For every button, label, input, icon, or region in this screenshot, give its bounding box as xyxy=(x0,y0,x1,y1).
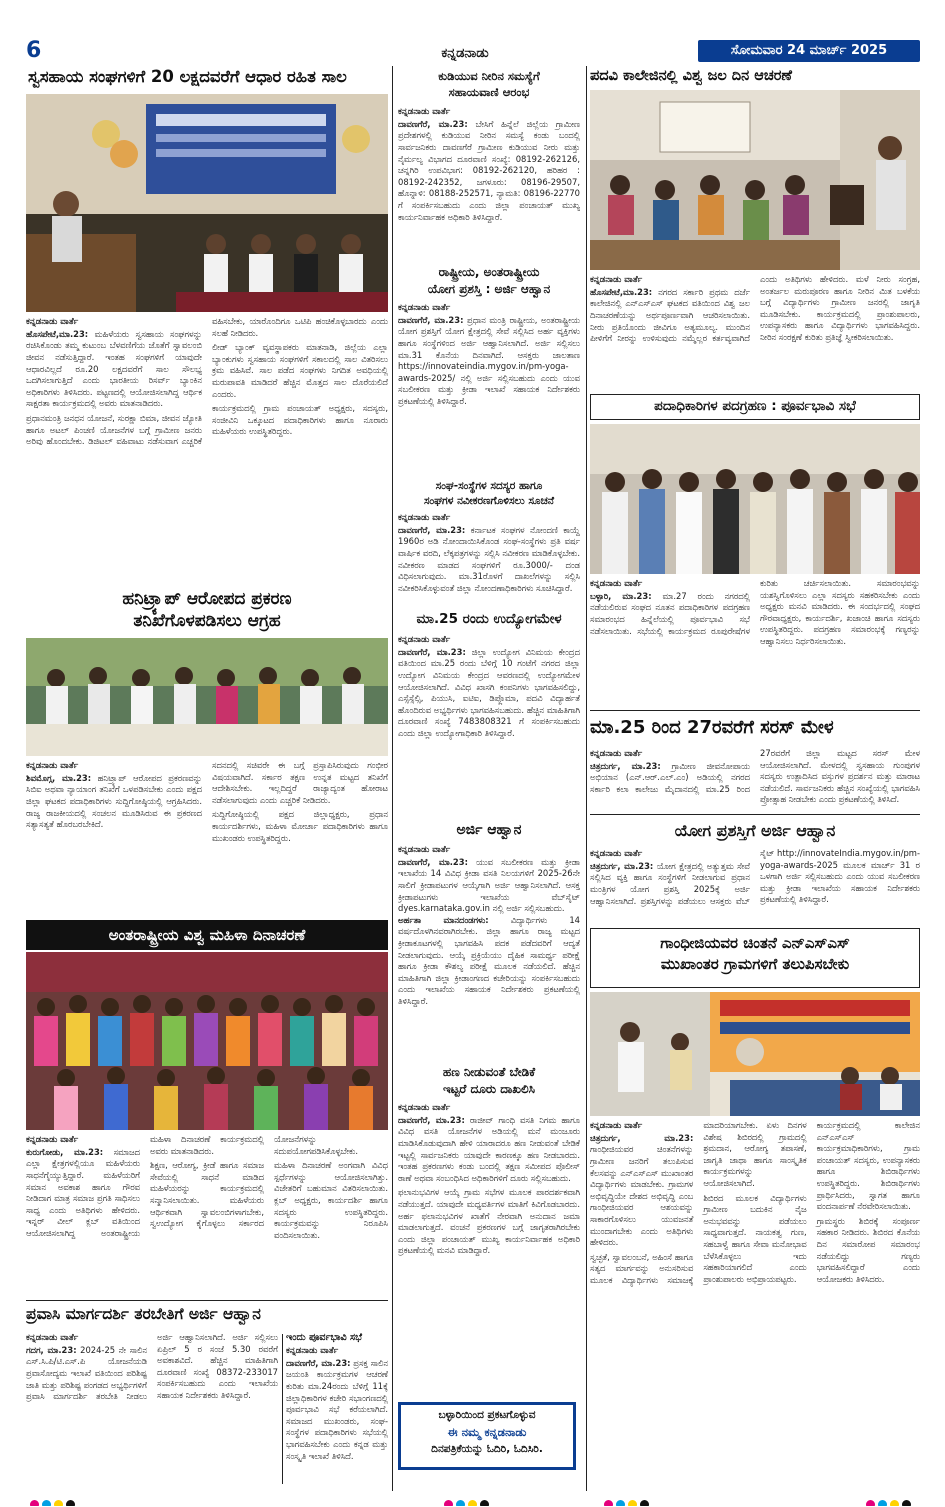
promo-box xyxy=(398,1402,576,1470)
press-meet-photo xyxy=(26,638,388,756)
paragraph: ಸ್ವಚ್ಛತೆ, ಸ್ವಾವಲಂಬನೆ, ಅಹಿಂಸೆ ಹಾಗೂ ಸತ್ಯದ ಮಾರ್ಗವನ್ನು ಅನುಸರಿಸುವ ಮೂಲಕ ವಿದ್ಯಾರ್ಥಿಗಳು ಸಮಾಜಕ್ಕೆ ಮಾದರಿಯಾಗಬೇಕು. ಏಳು ದಿನಗಳ ವಿಶೇಷ ಶಿಬಿರದಲ್ಲಿ ಗ್ರಾಮದಲ್ಲಿ ಶ್ರಮದಾನ, ಆರೋಗ್ಯ ತಪಾಸಣೆ, ಜಾಗೃತಿ ಜಾಥಾ ಹಾಗೂ ಸಾಂಸ್ಕೃತಿಕ ಕಾರ್ಯಕ್ರಮಗಳನ್ನು ಆಯೋಜಿಸಲಾಗಿದೆ. xyxy=(590,1120,807,1285)
paragraph: ಸಮಾಜದ ಎಲ್ಲಾ ಕ್ಷೇತ್ರಗಳಲ್ಲಿಯೂ ಮಹಿಳೆಯರು ಸಾಧನೆಗೈಯ್ಯುತ್ತಿದ್ದಾರೆ. ಮಹಿಳೆಯರಿಗೆ ಸಮಾನ ಅವಕಾಶ ಹಾಗೂ ಗೌರವ ನೀಡಿದಾಗ ಮಾತ್ರ ಸಮಾಜ ಪ್ರಗತಿ ಸಾಧಿಸಲು ಸಾಧ್ಯ ಎಂದು ಅತಿಥಿಗಳು ಹೇಳಿದರು. ಇನ್ನರ್ ವೀಲ್ ಕ್ಲಬ್ ವತಿಯಿಂದ ಆಯೋಜಿಸಲಾಗಿದ್ದ ಅಂತರಾಷ್ಟ್ರೀಯ ಮಹಿಳಾ ದಿನಾಚರಣೆ ಕಾರ್ಯಕ್ರಮದಲ್ಲಿ ಅವರು ಮಾತನಾಡಿದರು. xyxy=(26,1134,264,1239)
article-body xyxy=(590,1120,920,1486)
article-body xyxy=(590,748,920,810)
promo-line-2: ಈ ನಮ್ಮ ಕನ್ನಡನಾಡು xyxy=(447,1425,527,1439)
womens-day-photo xyxy=(26,952,388,1130)
headline: ಅರ್ಜಿ ಆಹ್ವಾನ xyxy=(456,822,522,838)
article-sports-hostel-application xyxy=(396,822,582,1062)
dateline: ದಾವಣಗೆರೆ, ಮಾ.23: xyxy=(398,1114,465,1125)
column-rule xyxy=(586,66,587,1491)
article-body xyxy=(398,634,580,816)
article-yoga-award-national xyxy=(396,266,582,476)
page-number: 6 xyxy=(26,38,42,62)
paragraph: ಮಹಿಳೆಯರು ಸ್ವಸಹಾಯ ಸಂಘಗಳನ್ನು ರಚಿಸಿಕೊಂಡು ತಮ್ಮ ಕುಟುಂಬ ಬೆಳವಣಿಗೆಯ ಜೊತೆಗೆ ಸ್ವಾವಲಂಬಿ ಜೀವನ ನಡೆಸುತ್ತಿದ್ದಾರೆ. ಇಂತಹ ಸಂಘಗಳಿಗೆ ಯಾವುದೇ ಆಧಾರವಿಲ್ಲದೆ ರೂ.20 ಲಕ್ಷದವರೆಗೆ ಸಾಲ ಸೌಲಭ್ಯ ಒದಗಿಸಲಾಗುತ್ತಿದೆ ಎಂದು ಭಾರತೀಯ ರಿಸರ್ವ್ ಬ್ಯಾಂಕಿನ ಅಧಿಕಾರಿಗಳು ತಿಳಿಸಿದರು. ಪಟ್ಟಣದಲ್ಲಿ ಆಯೋಜಿಸಲಾಗಿದ್ದ ಆರ್ಥಿಕ ಸಾಕ್ಷರತಾ ಕಾರ್ಯಕ್ರಮದಲ್ಲಿ ಅವರು ಮಾತನಾಡಿದರು. xyxy=(26,328,202,409)
yellow-dot xyxy=(54,1500,63,1506)
paragraph: ಯೋಗ ಕ್ಷೇತ್ರದಲ್ಲಿ ಅತ್ಯುತ್ತಮ ಸೇವೆ ಸಲ್ಲಿಸಿದ ವ್ಯಕ್ತಿ ಹಾಗೂ ಸಂಸ್ಥೆಗಳಿಗೆ ನೀಡಲಾಗುವ ಪ್ರಧಾನ ಮಂತ್ರಿಗಳ ಯೋಗ ಪ್ರಶಸ್ತಿ 2025ಕ್ಕೆ ಅರ್ಜಿ ಆಹ್ವಾನಿಸಲಾಗಿದೆ. ಪ್ರಶಸ್ತಿಗಳನ್ನು ಪಡೆಯಲು ಆಸಕ್ತರು ವೆಬ್ ಸೈಟ್ http://innovateIndia.mygov.in/pm-yoga-awards-2025 ಮೂಲಕ ಮಾರ್ಚ್ 31 ರ ಒಳಗಾಗಿ ಅರ್ಜಿ ಸಲ್ಲಿಸಬಹುದು ಎಂದು ಯುವ ಸಬಲೀಕರಣ ಮತ್ತು ಕ್ರೀಡಾ ಇಲಾಖೆಯ ಸಹಾಯಕ ನಿರ್ದೇಶಕರು ಪ್ರಕಟಣೆಯಲ್ಲಿ ತಿಳಿಸಿದ್ದಾರೆ. xyxy=(590,848,920,906)
byline: ಕನ್ನಡನಾಡು ವಾರ್ತೆ xyxy=(590,849,643,859)
paragraph: ಕಾರ್ಯಕ್ರಮದಲ್ಲಿ ಗ್ರಾಮ ಪಂಚಾಯತ್ ಅಧ್ಯಕ್ಷರು, ಸದಸ್ಯರು, ಸಂಜೀವಿನಿ ಒಕ್ಕೂಟದ ಪದಾಧಿಕಾರಿಗಳು ಹಾಗೂ ನೂರಾರು ಮಹಿಳೆಯರು ಉಪಸ್ಥಿತರಿದ್ದರು. xyxy=(212,403,388,437)
press-conference-image xyxy=(26,638,388,756)
article-body xyxy=(26,1332,278,1488)
paragraph: ನಗರದ ಸರ್ಕಾರಿ ಪ್ರಥಮ ದರ್ಜೆ ಕಾಲೇಜಿನಲ್ಲಿ ಎನ್‌ಎಸ್‌ಎಸ್ ಘಟಕದ ವತಿಯಿಂದ ವಿಶ್ವ ಜಲ ದಿನಾಚರಣೆಯನ್ನು ಅರ್ಥಪೂರ್ಣವಾಗಿ ಆಚರಿಸಲಾಯಿತು. ನೀರು ಪ್ರತಿಯೊಂದು ಜೀವಿಗೂ ಅತ್ಯಮೂಲ್ಯ. ಮುಂದಿನ ಪೀಳಿಗೆಗೆ ನೀರನ್ನು ಉಳಿಸುವುದು ನಮ್ಮೆಲ್ಲರ ಕರ್ತವ್ಯವಾಗಿದೆ ಎಂದು ಅತಿಥಿಗಳು ಹೇಳಿದರು. xyxy=(590,274,849,344)
byline: ಕನ್ನಡನಾಡು ವಾರ್ತೆ xyxy=(590,749,643,759)
black-dot xyxy=(480,1500,489,1506)
dateline: ದಾವಣಗೆರೆ, ಮಾ.23: xyxy=(398,314,464,325)
women-group-image xyxy=(26,952,388,1130)
event-photo xyxy=(26,94,388,312)
headline: ಸ್ವಸಹಾಯ ಸಂಘಗಳಿಗೆ 20 ಲಕ್ಷದವರೆಗೆ ಆಧಾರ ರಹಿತ ಸಾಲ xyxy=(28,67,347,86)
paragraph: ಹನಿಟ್ರ್ಯಾಪ್ ಆರೋಪದ ಪ್ರಕರಣವನ್ನು ಸಿಬಿಐ ಅಥವಾ ನ್ಯಾಯಾಂಗ ತನಿಖೆಗೆ ಒಳಪಡಿಸಬೇಕು ಎಂದು ಪಕ್ಷದ ಜಿಲ್ಲಾ ಘಟಕದ ಪದಾಧಿಕಾರಿಗಳು ಸುದ್ದಿಗೋಷ್ಠಿಯಲ್ಲಿ ಆಗ್ರಹಿಸಿದರು. ರಾಜ್ಯ ರಾಜಕೀಯದಲ್ಲಿ ಸಂಚಲನ ಮೂಡಿಸಿರುವ ಈ ಪ್ರಕರಣದ ಸತ್ಯಾಸತ್ಯತೆ ಹೊರಬರಬೇಕಿದೆ. xyxy=(26,772,202,830)
column-rule xyxy=(282,1334,283,1484)
paragraph: ಗ್ರಾಮಸ್ಥರು ಶಿಬಿರಕ್ಕೆ ಸಂಪೂರ್ಣ ಸಹಕಾರ ನೀಡಿದರು. ಶಿಬಿರದ ಕೊನೆಯ ದಿನ ಸಮಾರೋಪ ಸಮಾರಂಭ ನಡೆಯಲಿದ್ದು ಗಣ್ಯರು ಭಾಗವಹಿಸಲಿದ್ದಾರೆ ಎಂದು ಆಯೋಜಕರು ತಿಳಿಸಿದರು. xyxy=(816,1215,920,1284)
magenta-dot xyxy=(866,1500,875,1506)
article-honeytrap-probe xyxy=(26,586,388,918)
byline: ಕನ್ನಡನಾಡು ವಾರ್ತೆ xyxy=(26,1333,79,1343)
footer-registration-center xyxy=(444,1494,504,1506)
headline: ಪದವಿ ಕಾಲೇಜಿನಲ್ಲಿ ವಿಶ್ವ ಜಲ ದಿನ ಆಚರಣೆ xyxy=(590,68,792,84)
headline: ಇಂದು ಪೂರ್ವಭಾವಿ ಸಭೆ xyxy=(286,1332,363,1343)
paragraph: ಶಿಬಿರದ ಮೂಲಕ ವಿದ್ಯಾರ್ಥಿಗಳು ಗ್ರಾಮೀಣ ಬದುಕಿನ ನೈಜ ಅನುಭವವನ್ನು ಪಡೆಯಲು ಸಾಧ್ಯವಾಗುತ್ತದೆ. ನಾಯಕತ್ವ ಗುಣ, ಸಹಬಾಳ್ವೆ ಹಾಗೂ ಸೇವಾ ಮನೋಭಾವ ಬೆಳೆಸಿಕೊಳ್ಳಲು ಇದು ಸಹಕಾರಿಯಾಗಲಿದೆ ಎಂದು ಪ್ರಾಂಶುಪಾಲರು ಅಭಿಪ್ರಾಯಪಟ್ಟರು. xyxy=(703,1192,807,1284)
black-dot xyxy=(640,1500,649,1506)
footer-registration-right xyxy=(866,1494,926,1506)
article-body xyxy=(398,844,580,1060)
headline-line-1: ಕುಡಿಯುವ ನೀರಿನ ಸಮಸ್ಯೆಗೆ xyxy=(438,69,540,83)
paragraph: ಲೀಡ್ ಬ್ಯಾಂಕ್ ವ್ಯವಸ್ಥಾಪಕರು ಮಾತನಾಡಿ, ಜಿಲ್ಲೆಯ ಎಲ್ಲಾ ಬ್ಯಾಂಕುಗಳು ಸ್ವಸಹಾಯ ಸಂಘಗಳಿಗೆ ಸಕಾಲದಲ್ಲಿ ಸಾಲ ವಿತರಿಸಲು ಕ್ರಮ ವಹಿಸಿವೆ. ಸಾಲ ಪಡೆದ ಸಂಘಗಳು ನಿಗದಿತ ಅವಧಿಯಲ್ಲಿ ಮರುಪಾವತಿ ಮಾಡಿದರೆ ಹೆಚ್ಚಿನ ಮೊತ್ತದ ಸಾಲ ದೊರೆಯಲಿದೆ ಎಂದರು. xyxy=(212,342,388,399)
article-self-help-loan xyxy=(26,64,388,584)
headline-box xyxy=(590,928,920,988)
yellow-dot xyxy=(628,1500,637,1506)
paragraph: ಗಾಂಧೀಜಿಯವರ ಚಿಂತನೆಗಳನ್ನು ಗ್ರಾಮೀಣ ಜನರಿಗೆ ತಲುಪಿಸುವ ಕೆಲಸವನ್ನು ಎನ್‌ಎಸ್‌ಎಸ್ ಮುಖಾಂತರ ವಿದ್ಯಾರ್ಥಿಗಳು ಮಾಡಬೇಕು. ಗ್ರಾಮಗಳ ಅಭಿವೃದ್ಧಿಯೇ ದೇಶದ ಅಭಿವೃದ್ಧಿ ಎಂಬ ಗಾಂಧೀಜಿಯವರ ಆಶಯವನ್ನು ಸಾಕಾರಗೊಳಿಸಲು ಯುವಜನತೆ ಮುಂದಾಗಬೇಕು ಎಂದು ಅತಿಥಿಗಳು ಹೇಳಿದರು. xyxy=(590,1144,694,1248)
article-office-bearers-meeting xyxy=(590,394,920,708)
dateline: ಶಿವಮೊಗ್ಗ, ಮಾ.23: xyxy=(26,772,92,783)
dateline: ದಾವಣಗೆರೆ, ಮಾ.23: xyxy=(398,856,468,867)
paragraph: ಕರ್ನಾಟಕ ಸಂಘಗಳ ನೋಂದಣಿ ಕಾಯ್ದೆ 1960ರ ಅಡಿ ನೋಂದಾಯಿಸಿಕೊಂಡ ಸಂಘ-ಸಂಸ್ಥೆಗಳು ಪ್ರತಿ ವರ್ಷ ವಾರ್ಷಿಕ ವರದಿ, ಲೆಕ್ಕಪತ್ರಗಳನ್ನು ಸಲ್ಲಿಸಿ ನವೀಕರಣ ಮಾಡಿಕೊಳ್ಳಬೇಕು. ನವೀಕರಣ ಮಾಡದ ಸಂಘಗಳಿಗೆ ರೂ.3000/- ದಂಡ ವಿಧಿಸಲಾಗುವುದು. ಮಾ.31ರೊಳಗೆ ದಾಖಲೆಗಳನ್ನು ಸಲ್ಲಿಸಿ ನವೀಕರಿಸಿಕೊಳ್ಳುವಂತೆ ಜಿಲ್ಲಾ ನೋಂದಣಾಧಿಕಾರಿಗಳು ಸೂಚಿಸಿದ್ದಾರೆ. xyxy=(398,524,580,593)
headline-line-2: ಸಹಾಯವಾಣಿ ಆರಂಭ xyxy=(448,85,530,99)
paragraph: ಮಳೆ ನೀರು ಸಂಗ್ರಹ, ಅಂತರ್ಜಲ ಮರುಪೂರಣ ಹಾಗೂ ನೀರಿನ ಮಿತ ಬಳಕೆಯ ಬಗ್ಗೆ ವಿದ್ಯಾರ್ಥಿಗಳು ಗ್ರಾಮೀಣ ಜನರಲ್ಲಿ ಜಾಗೃತಿ ಮೂಡಿಸಬೇಕು. ಕಾರ್ಯಕ್ರಮದಲ್ಲಿ ಪ್ರಾಂಶುಪಾಲರು, ಉಪನ್ಯಾಸಕರು ಹಾಗೂ ವಿದ್ಯಾರ್ಥಿಗಳು ಭಾಗವಹಿಸಿದ್ದರು. ನೀರಿನ ಸಂರಕ್ಷಣೆ ಕುರಿತು ಪ್ರತಿಜ್ಞೆ ಸ್ವೀಕರಿಸಲಾಯಿತು. xyxy=(760,274,920,342)
headline: ಪ್ರವಾಸಿ ಮಾರ್ಗದರ್ಶಿ ತರಬೇತಿಗೆ ಅರ್ಜಿ ಆಹ್ವಾನ xyxy=(26,1305,261,1323)
yellow-dot xyxy=(890,1500,899,1506)
article-saras-mela xyxy=(590,712,920,812)
cyan-dot xyxy=(456,1500,465,1506)
article-body xyxy=(590,274,920,386)
headline-banner xyxy=(26,920,388,950)
byline: ಕನ್ನಡನಾಡು ವಾರ್ತೆ xyxy=(26,761,79,771)
paragraph: ರಾಜೀವ್ ಗಾಂಧಿ ವಸತಿ ನಿಗಮ ಹಾಗೂ ವಿವಿಧ ವಸತಿ ಯೋಜನೆಗಳ ಅಡಿಯಲ್ಲಿ ಮನೆ ಮಂಜೂರು ಮಾಡಿಸಿಕೊಡುವುದಾಗಿ ಹೇಳಿ ಯಾರಾದರೂ ಹಣ ನೀಡುವಂತೆ ಬೇಡಿಕೆ ಇಟ್ಟಲ್ಲಿ ಸಾರ್ವಜನಿಕರು ಯಾವುದೇ ಕಾರಣಕ್ಕೂ ಹಣ ನೀಡಬಾರದು. ಇಂತಹ ಪ್ರಕರಣಗಳು ಕಂಡು ಬಂದಲ್ಲಿ ತಕ್ಷಣ ಸಮೀಪದ ಪೊಲೀಸ್ ಠಾಣೆ ಅಥವಾ ಸಂಬಂಧಿಸಿದ ಅಧಿಕಾರಿಗಳಿಗೆ ದೂರು ಸಲ್ಲಿಸಬಹುದು. xyxy=(398,1114,580,1183)
promo-line-1: ಬಳ್ಳಾರಿಯಿಂದ ಪ್ರಕಟಗೊಳ್ಳುವ xyxy=(438,1409,536,1421)
byline: ಕನ್ನಡನಾಡು ವಾರ್ತೆ xyxy=(590,275,643,285)
yellow-dot xyxy=(468,1500,477,1506)
dateline: ಗದಗ, ಮಾ.23: xyxy=(26,1344,77,1355)
article-body xyxy=(398,106,580,262)
article-body xyxy=(398,512,580,608)
dateline: ಚಿತ್ರದುರ್ಗ, ಮಾ.23: xyxy=(590,760,661,771)
article-womens-day xyxy=(26,920,388,1296)
paper-name: ಕನ್ನಡನಾಡು xyxy=(441,46,489,61)
article-water-helpline xyxy=(396,64,582,264)
section-rule xyxy=(590,710,920,711)
byline: ಕನ್ನಡನಾಡು ವಾರ್ತೆ xyxy=(590,1121,643,1131)
section-rule xyxy=(26,1300,388,1301)
byline: ಕನ್ನಡನಾಡು ವಾರ್ತೆ xyxy=(398,635,451,645)
paragraph: ಈ ಸಂದರ್ಭದಲ್ಲಿ ಸಂಘದ ಗೌರವಾಧ್ಯಕ್ಷರು, ಕಾರ್ಯದರ್ಶಿ, ಖಜಾಂಚಿ ಹಾಗೂ ಸದಸ್ಯರು ಉಪಸ್ಥಿತರಿದ್ದರು. ಪದಗ್ರಹಣ ಸಮಾರಂಭಕ್ಕೆ ಗಣ್ಯರನ್ನು ಆಹ್ವಾನಿಸಲು ನಿರ್ಧರಿಸಲಾಯಿತು. xyxy=(760,601,920,646)
paragraph: ಯುವ ಸಬಲೀಕರಣ ಮತ್ತು ಕ್ರೀಡಾ ಇಲಾಖೆಯ 14 ವಿವಿಧ ಕ್ರೀಡಾ ವಸತಿ ನಿಲಯಗಳಿಗೆ 2025-26ನೇ ಸಾಲಿಗೆ ಕ್ರೀಡಾಪಟುಗಳ ಆಯ್ಕೆಗಾಗಿ ಅರ್ಜಿ ಆಹ್ವಾನಿಸಲಾಗಿದೆ. ಆಸಕ್ತ ಕ್ರೀಡಾಪಟುಗಳು ಇಲಾಖೆಯ ವೆಬ್‌ಸೈಟ್ dyes.karnataka.gov.in ನಲ್ಲಿ ಅರ್ಜಿ ಸಲ್ಲಿಸಬಹುದು. xyxy=(398,856,580,914)
stage-event-image xyxy=(26,94,388,312)
black-dot xyxy=(902,1500,911,1506)
paragraph: ಗ್ರಾಮೀಣ ಜೀವನೋಪಾಯ ಅಭಿಯಾನ (ಎನ್.ಆರ್.ಎಲ್.ಎಂ) ಅಡಿಯಲ್ಲಿ ನಗರದ ಸರ್ಕಾರಿ ಕಲಾ ಕಾಲೇಜು ಮೈದಾನದಲ್ಲಿ ಮಾ.25 ರಿಂದ 27ರವರೆಗೆ ಜಿಲ್ಲಾ ಮಟ್ಟದ ಸರಸ್ ಮೇಳ ಆಯೋಜಿಸಲಾಗಿದೆ. ಮೇಳದಲ್ಲಿ ಸ್ವಸಹಾಯ ಗುಂಪುಗಳ ಸದಸ್ಯರು ಉತ್ಪಾದಿಸಿದ ವಸ್ತುಗಳ ಪ್ರದರ್ಶನ ಮತ್ತು ಮಾರಾಟ ನಡೆಯಲಿದೆ. ಸಾರ್ವಜನಿಕರು ಹೆಚ್ಚಿನ ಸಂಖ್ಯೆಯಲ್ಲಿ ಭಾಗವಹಿಸಿ ಪ್ರೋತ್ಸಾಹ ನೀಡಬೇಕು ಎಂದು ಪ್ರಕಟಣೆಯಲ್ಲಿ ತಿಳಿಸಿದೆ. xyxy=(590,748,920,805)
byline: ಕನ್ನಡನಾಡು ವಾರ್ತೆ xyxy=(26,317,79,327)
headline: ಯೋಗ ಪ್ರಶಸ್ತಿಗೆ ಅರ್ಜಿ ಆಹ್ವಾನ xyxy=(674,821,836,840)
headline: ಮಾ.25 ರಿಂದ 27ರವರೆಗೆ ಸರಸ್ ಮೇಳ xyxy=(590,717,834,738)
article-job-fair xyxy=(396,612,582,818)
paragraph: ಪ್ರಧಾನಮಂತ್ರಿ ಜನಧನ ಯೋಜನೆ, ಸುರಕ್ಷಾ ಬಿಮಾ, ಜೀವನ ಜ್ಯೋತಿ ಹಾಗೂ ಅಟಲ್ ಪಿಂಚಣಿ ಯೋಜನೆಗಳ ಬಗ್ಗೆ ಗ್ರಾಮೀಣ ಜನರು ಅರಿವು ಹೊಂದಬೇಕು. ಡಿಜಿಟಲ್ ವಹಿವಾಟು ನಡೆಸುವಾಗ ಎಚ್ಚರಿಕೆ ವಹಿಸಬೇಕು, ಯಾರೊಂದಿಗೂ ಒಟಿಪಿ ಹಂಚಿಕೊಳ್ಳಬಾರದು ಎಂದು ಸಲಹೆ ನೀಡಿದರು. xyxy=(26,316,388,447)
byline: ಕನ್ನಡನಾಡು ವಾರ್ತೆ xyxy=(398,1103,451,1113)
footer-registration-mid-right xyxy=(604,1494,664,1506)
headline-line-1: ಗಾಂಧೀಜಿಯವರ ಚಿಂತನೆ ಎನ್‌ಎಸ್‌ಎಸ್ xyxy=(660,934,850,952)
article-body xyxy=(26,1134,388,1294)
black-dot xyxy=(66,1500,75,1506)
magenta-dot xyxy=(444,1500,453,1506)
footer-registration-left xyxy=(30,1494,90,1506)
dateline: ದಾವಣಗೆರೆ, ಮಾ.23: xyxy=(398,524,466,535)
paragraph: ಪ್ರಧಾನ ಮಂತ್ರಿ ರಾಷ್ಟ್ರೀಯ, ಅಂತರಾಷ್ಟ್ರೀಯ ಯೋಗ ಪ್ರಶಸ್ತಿಗೆ ಯೋಗ ಕ್ಷೇತ್ರದಲ್ಲಿ ಸೇವೆ ಸಲ್ಲಿಸಿದ ಅರ್ಹ ವ್ಯಕ್ತಿಗಳು ಹಾಗೂ ಸಂಸ್ಥೆಗಳಿಂದ ಅರ್ಜಿ ಆಹ್ವಾನಿಸಲಾಗಿದೆ. ಅರ್ಜಿ ಸಲ್ಲಿಸಲು ಮಾ.31 ಕೊನೆಯ ದಿನವಾಗಿದೆ. ಆಸಕ್ತರು ಜಾಲತಾಣ https://innovateindia.mygov.in/pm-yoga-awards-2025/ ನಲ್ಲಿ ಅರ್ಜಿ ಸಲ್ಲಿಸಬಹುದು ಎಂದು ಯುವ ಸಬಲೀಕರಣ ಮತ್ತು ಕ್ರೀಡಾ ಇಲಾಖೆ ಸಹಾಯಕ ನಿರ್ದೇಶಕರು ಪ್ರಕಟಣೆಯಲ್ಲಿ ತಿಳಿಸಿದ್ದಾರೆ. xyxy=(398,314,580,407)
article-tourist-guide-training xyxy=(26,1302,388,1490)
article-body xyxy=(286,1345,388,1462)
paragraph: ಶಿಕ್ಷಣ, ಆರೋಗ್ಯ, ಕ್ರೀಡೆ ಹಾಗೂ ಸಮಾಜ ಸೇವೆಯಲ್ಲಿ ಸಾಧನೆ ಮಾಡಿದ ಮಹಿಳೆಯರನ್ನು ಕಾರ್ಯಕ್ರಮದಲ್ಲಿ ಸನ್ಮಾನಿಸಲಾಯಿತು. ಮಹಿಳೆಯರು ಆರ್ಥಿಕವಾಗಿ ಸ್ವಾವಲಂಬಿಗಳಾಗಬೇಕು, ಸ್ವಉದ್ಯೋಗ ಕೈಗೊಳ್ಳಲು ಸರ್ಕಾರದ ಯೋಜನೆಗಳನ್ನು ಸದುಪಯೋಗಪಡಿಸಿಕೊಳ್ಳಬೇಕು. xyxy=(150,1134,359,1229)
headline-line-2: ತನಿಖೆಗೊಳಪಡಿಸಲು ಆಗ್ರಹ xyxy=(133,611,281,631)
byline: ಕನ್ನಡನಾಡು ವಾರ್ತೆ xyxy=(286,1346,339,1357)
byline: ಕನ್ನಡನಾಡು ವಾರ್ತೆ xyxy=(26,1135,79,1145)
article-bribe-complaint xyxy=(396,1066,582,1396)
paragraph: ಫಲಾನುಭವಿಗಳ ಆಯ್ಕೆ ಗ್ರಾಮ ಸಭೆಗಳ ಮೂಲಕ ಪಾರದರ್ಶಕವಾಗಿ ನಡೆಯುತ್ತದೆ. ಯಾವುದೇ ಮಧ್ಯವರ್ತಿಗಳ ಮಾತಿಗೆ ಕಿವಿಗೊಡಬಾರದು. ಅರ್ಹ ಫಲಾನುಭವಿಗಳ ಖಾತೆಗೆ ನೇರವಾಗಿ ಅನುದಾನ ಜಮಾ ಮಾಡಲಾಗುತ್ತದೆ. ವಂಚನೆ ಪ್ರಕರಣಗಳ ಬಗ್ಗೆ ಜಾಗೃತರಾಗಿರಬೇಕು ಎಂದು ಜಿಲ್ಲಾ ಪಂಚಾಯತ್ ಮುಖ್ಯ ಕಾರ್ಯನಿರ್ವಾಹಕ ಅಧಿಕಾರಿ ಪ್ರಕಟಣೆಯಲ್ಲಿ ಮನವಿ ಮಾಡಿದ್ದಾರೆ. xyxy=(398,1187,580,1256)
paragraph: ಸುದ್ದಿಗೋಷ್ಠಿಯಲ್ಲಿ ಪಕ್ಷದ ಜಿಲ್ಲಾಧ್ಯಕ್ಷರು, ಪ್ರಧಾನ ಕಾರ್ಯದರ್ಶಿಗಳು, ಮಹಿಳಾ ಮೋರ್ಚಾ ಪದಾಧಿಕಾರಿಗಳು ಹಾಗೂ ಮುಖಂಡರು ಉಪಸ್ಥಿತರಿದ್ದರು. xyxy=(212,809,388,843)
article-body xyxy=(398,1102,580,1394)
nss-camp-photo xyxy=(590,992,920,1116)
paragraph: ಪ್ರಸಕ್ತ ಸಾಲಿನ ಜಯಂತಿ ಕಾರ್ಯಕ್ರಮಗಳ ಆಚರಣೆ ಕುರಿತು ಮಾ.24ರಂದು ಬೆಳಿಗ್ಗೆ 11ಕ್ಕೆ ಜಿಲ್ಲಾಧಿಕಾರಿಗಳ ಕಚೇರಿ ಸಭಾಂಗಣದಲ್ಲಿ ಪೂರ್ವಭಾವಿ ಸಭೆ ಕರೆಯಲಾಗಿದೆ. ಸಮಾಜದ ಮುಖಂಡರು, ಸಂಘ-ಸಂಸ್ಥೆಗಳ ಪದಾಧಿಕಾರಿಗಳು ಸಭೆಯಲ್ಲಿ ಭಾಗವಹಿಸಬೇಕು ಎಂದು ಕನ್ನಡ ಮತ್ತು ಸಂಸ್ಕೃತಿ ಇಲಾಖೆ ತಿಳಿಸಿದೆ. xyxy=(286,1357,388,1461)
headline: ಪದಾಧಿಕಾರಿಗಳ ಪದಗ್ರಹಣ : ಪೂರ್ವಭಾವಿ ಸಭೆ xyxy=(654,398,856,414)
headline-line-1: ಸಂಘ-ಸಂಸ್ಥೆಗಳ ಸದಸ್ಯರ ಹಾಗೂ xyxy=(435,480,543,492)
dateline: ಚಿತ್ರದುರ್ಗ, ಮಾ.23: xyxy=(590,860,654,871)
article-society-renewal xyxy=(396,480,582,610)
classroom-image xyxy=(590,90,920,270)
subheading: ಅರ್ಹತಾ ಮಾನದಂಡಗಳು: xyxy=(398,914,489,925)
article-body xyxy=(590,578,920,706)
meeting-group-image xyxy=(590,424,920,574)
column-rule xyxy=(392,66,393,1491)
paragraph: ವಿದ್ಯಾರ್ಥಿಗಳು 14 ವರ್ಷದೊಳಗಿನವರಾಗಿರಬೇಕು. ಜಿಲ್ಲಾ ಹಾಗೂ ರಾಜ್ಯ ಮಟ್ಟದ ಕ್ರೀಡಾಕೂಟಗಳಲ್ಲಿ ಭಾಗವಹಿಸಿ ಪದಕ ಪಡೆದವರಿಗೆ ಆದ್ಯತೆ ನೀಡಲಾಗುವುದು. ಆಯ್ಕೆ ಪ್ರಕ್ರಿಯೆಯು ದೈಹಿಕ ಸಾಮರ್ಥ್ಯ ಪರೀಕ್ಷೆ ಹಾಗೂ ಕ್ರೀಡಾ ಕೌಶಲ್ಯ ಪರೀಕ್ಷೆ ಮೂಲಕ ನಡೆಯಲಿದೆ. ಹೆಚ್ಚಿನ ಮಾಹಿತಿಗಾಗಿ ಜಿಲ್ಲಾ ಕ್ರೀಡಾಂಗಣದ ಕಚೇರಿಯನ್ನು ಸಂಪರ್ಕಿಸಬಹುದು ಎಂದು ಇಲಾಖೆಯ ಸಹಾಯಕ ನಿರ್ದೇಶಕರು ಪ್ರಕಟಣೆಯಲ್ಲಿ ತಿಳಿಸಿದ್ದಾರೆ. xyxy=(398,914,580,1006)
article-body xyxy=(26,316,388,582)
dateline: ದಾವಣಗೆರೆ, ಮಾ.23: xyxy=(286,1357,351,1368)
headline: ಅಂತರಾಷ್ಟ್ರೀಯ ವಿಶ್ವ ಮಹಿಳಾ ದಿನಾಚರಣೆ xyxy=(108,926,306,944)
paragraph: ಸದನದಲ್ಲಿ ಸಚಿವರೇ ಈ ಬಗ್ಗೆ ಪ್ರಸ್ತಾಪಿಸಿರುವುದು ಗಂಭೀರ ವಿಷಯವಾಗಿದೆ. ಸರ್ಕಾರ ತಕ್ಷಣ ಉನ್ನತ ಮಟ್ಟದ ತನಿಖೆಗೆ ಆದೇಶಿಸಬೇಕು. ಇಲ್ಲದಿದ್ದರೆ ರಾಜ್ಯಾದ್ಯಂತ ಹೋರಾಟ ನಡೆಸಲಾಗುವುದು ಎಂದು ಎಚ್ಚರಿಕೆ ನೀಡಿದರು. xyxy=(212,760,388,805)
magenta-dot xyxy=(604,1500,613,1506)
dateline: ದಾವಣಗೆರೆ, ಮಾ.23: xyxy=(398,646,466,657)
dateline: ಹೊಸಪೇಟೆ,ಮಾ.23: xyxy=(26,328,89,339)
paragraph: ಮಹಿಳಾ ದಿನಾಚರಣೆ ಅಂಗವಾಗಿ ವಿವಿಧ ಸ್ಪರ್ಧೆಗಳನ್ನು ಆಯೋಜಿಸಲಾಗಿತ್ತು. ವಿಜೇತರಿಗೆ ಬಹುಮಾನ ವಿತರಿಸಲಾಯಿತು. ಕ್ಲಬ್ ಅಧ್ಯಕ್ಷರು, ಕಾರ್ಯದರ್ಶಿ ಹಾಗೂ ಸದಸ್ಯರು ಉಪಸ್ಥಿತರಿದ್ದರು. ಕಾರ್ಯಕ್ರಮವನ್ನು ನಿರೂಪಿಸಿ ವಂದಿಸಲಾಯಿತು. xyxy=(274,1160,388,1240)
headline: ಮಾ.25 ರಂದು ಉದ್ಯೋಗಮೇಳ xyxy=(416,612,562,627)
paragraph: 2024-25 ನೇ ಸಾಲಿನ ಎಸ್.ಸಿ.ಪಿ/ಟಿ.ಎಸ್.ಪಿ ಯೋಜನೆಯಡಿ ಪ್ರವಾಸೋದ್ಯಮ ಇಲಾಖೆ ವತಿಯಿಂದ ಪರಿಶಿಷ್ಟ ಜಾತಿ ಮತ್ತು ಪರಿಶಿಷ್ಟ ಪಂಗಡದ ಅಭ್ಯರ್ಥಿಗಳಿಗೆ ಪ್ರವಾಸಿ ಮಾರ್ಗದರ್ಶಿ ತರಬೇತಿ ನೀಡಲು ಅರ್ಜಿ ಆಹ್ವಾನಿಸಲಾಗಿದೆ. ಅರ್ಜಿ ಸಲ್ಲಿಸಲು ಏಪ್ರಿಲ್ 5 ರ ಸಂಜೆ 5.30 ರವರೆಗೆ ಅವಕಾಶವಿದೆ. ಹೆಚ್ಚಿನ ಮಾಹಿತಿಗಾಗಿ ದೂರವಾಣಿ ಸಂಖ್ಯೆ 08372-233017 ಸಂಪರ್ಕಿಸಬಹುದು ಎಂದು ಇಲಾಖೆಯ ಸಹಾಯಕ ನಿರ್ದೇಶಕರು ತಿಳಿಸಿದ್ದಾರೆ. xyxy=(26,1332,278,1402)
dateline: ಹೊಸಪೇಟೆ,ಮಾ.23: xyxy=(590,286,653,297)
dateline: ದಾವಣಗೆರೆ, ಮಾ.23: xyxy=(398,118,468,129)
article-body xyxy=(590,848,920,922)
cyan-dot xyxy=(42,1500,51,1506)
cyan-dot xyxy=(878,1500,887,1506)
byline: ಕನ್ನಡನಾಡು ವಾರ್ತೆ xyxy=(398,845,451,855)
dateline: ಕುರುಗೋಡು, ಮಾ.23: xyxy=(26,1146,104,1157)
article-gandhi-nss xyxy=(590,928,920,1488)
date-banner xyxy=(698,40,920,62)
paragraph: ಮಾ.27 ರಂದು ನಗರದಲ್ಲಿ ನಡೆಯಲಿರುವ ಸಂಘದ ನೂತನ ಪದಾಧಿಕಾರಿಗಳ ಪದಗ್ರಹಣ ಸಮಾರಂಭದ ಹಿನ್ನೆಲೆಯಲ್ಲಿ ಪೂರ್ವಭಾವಿ ಸಭೆ ನಡೆಸಲಾಯಿತು. ಸಭೆಯಲ್ಲಿ ಕಾರ್ಯಕ್ರಮದ ರೂಪುರೇಷೆಗಳ ಕುರಿತು ಚರ್ಚಿಸಲಾಯಿತು. ಸಮಾರಂಭವನ್ನು ಯಶಸ್ವಿಗೊಳಿಸಲು ಎಲ್ಲಾ ಸದಸ್ಯರು ಸಹಕರಿಸಬೇಕು ಎಂದು ಅಧ್ಯಕ್ಷರು ಮನವಿ ಮಾಡಿದರು. xyxy=(590,578,920,636)
article-yoga-award-district xyxy=(590,816,920,924)
headline-box xyxy=(590,394,920,420)
cyan-dot xyxy=(616,1500,625,1506)
headline-line-1: ರಾಷ್ಟ್ರೀಯ, ಅಂತರಾಷ್ಟ್ರೀಯ xyxy=(438,266,540,279)
magenta-dot xyxy=(30,1500,39,1506)
article-preparatory-meeting xyxy=(286,1332,388,1488)
article-world-water-day xyxy=(590,64,920,388)
issue-date: ಸೋಮವಾರ 24 ಮಾರ್ಚ್ 2025 xyxy=(730,43,888,58)
classroom-photo xyxy=(590,90,920,270)
nss-stage-image xyxy=(590,992,920,1116)
headline-line-1: ಹಣ ನೀಡುವಂತೆ ಬೇಡಿಕೆ xyxy=(442,1066,536,1079)
headline-line-2: ಯೋಗ ಪ್ರಶಸ್ತಿ : ಅರ್ಜಿ ಆಹ್ವಾನ xyxy=(427,282,551,296)
article-body xyxy=(398,302,580,474)
dateline: ಬಳ್ಳಾರಿ, ಮಾ.23: xyxy=(590,590,652,601)
paragraph: ಬೇಸಿಗೆ ಹಿನ್ನೆಲೆ ಜಿಲ್ಲೆಯ ಗ್ರಾಮೀಣ ಪ್ರದೇಶಗಳಲ್ಲಿ ಕುಡಿಯುವ ನೀರಿನ ಸಮಸ್ಯೆ ಕಂಡು ಬಂದಲ್ಲಿ ಸಾರ್ವಜನಿಕರು ದಾವಣಗೆರೆ ಗ್ರಾಮೀಣ ಕುಡಿಯುವ ನೀರು ಮತ್ತು ನೈರ್ಮಲ್ಯ ವಿಭಾಗದ ದೂರವಾಣಿ ಸಂಖ್ಯೆ: 08192-262126, ಚನ್ನಗಿರಿ ಉಪವಿಭಾಗ: 08192-262120, ಹರಿಹರ : 08192-242352, ಜಗಳೂರು: 08196-29507, ಹೊನ್ನಾಳಿ: 08188-252571, ನ್ಯಾಮತಿ: 08196-22770 ಗೆ ಸಂಪರ್ಕಿಸಬಹುದು ಎಂದು ಜಿಲ್ಲಾ ಪಂಚಾಯತ್ ಮುಖ್ಯ ಕಾರ್ಯನಿರ್ವಾಹಕ ಅಧಿಕಾರಿ ತಿಳಿಸಿದ್ದಾರೆ. xyxy=(398,118,580,222)
group-photo xyxy=(590,424,920,574)
paragraph: ಕಾರ್ಯಕ್ರಮದಲ್ಲಿ ಕಾಲೇಜಿನ ಎನ್‌ಎಸ್‌ಎಸ್ ಕಾರ್ಯಕ್ರಮಾಧಿಕಾರಿಗಳು, ಗ್ರಾಮ ಪಂಚಾಯತ್ ಸದಸ್ಯರು, ಉಪನ್ಯಾಸಕರು ಹಾಗೂ ಶಿಬಿರಾರ್ಥಿಗಳು ಉಪಸ್ಥಿತರಿದ್ದರು. ಶಿಬಿರಾರ್ಥಿಗಳು ಪ್ರಾರ್ಥಿಸಿದರು, ಸ್ವಾಗತ ಹಾಗೂ ವಂದನಾರ್ಪಣೆ ನೆರವೇರಿಸಲಾಯಿತು. xyxy=(816,1120,920,1212)
headline-line-2: ಮುಖಾಂತರ ಗ್ರಾಮಗಳಿಗೆ ತಲುಪಿಸಬೇಕು xyxy=(660,955,850,974)
headline-line-2: ಇಟ್ಟರೆ ದೂರು ದಾಖಲಿಸಿ xyxy=(443,1082,535,1096)
masthead xyxy=(0,0,945,62)
byline: ಕನ್ನಡನಾಡು ವಾರ್ತೆ xyxy=(590,579,643,589)
paragraph: ಜಿಲ್ಲಾ ಉದ್ಯೋಗ ವಿನಿಮಯ ಕೇಂದ್ರದ ವತಿಯಿಂದ ಮಾ.25 ರಂದು ಬೆಳಿಗ್ಗೆ 10 ಗಂಟೆಗೆ ನಗರದ ಜಿಲ್ಲಾ ಉದ್ಯೋಗ ವಿನಿಮಯ ಕೇಂದ್ರದ ಆವರಣದಲ್ಲಿ ಉದ್ಯೋಗಮೇಳ ಆಯೋಜಿಸಲಾಗಿದೆ. ವಿವಿಧ ಖಾಸಗಿ ಕಂಪನಿಗಳು ಭಾಗವಹಿಸಲಿದ್ದು, ಎಸ್ಸೆಸ್ಸೆಲ್ಸಿ, ಪಿಯುಸಿ, ಐಟಿಐ, ಡಿಪ್ಲೊಮಾ, ಪದವಿ ವಿದ್ಯಾರ್ಹತೆ ಹೊಂದಿರುವ ಅಭ್ಯರ್ಥಿಗಳು ಭಾಗವಹಿಸಬಹುದು. ಹೆಚ್ಚಿನ ಮಾಹಿತಿಗಾಗಿ ದೂರವಾಣಿ ಸಂಖ್ಯೆ 7483808321 ಗೆ ಸಂಪರ್ಕಿಸಬಹುದು ಎಂದು ಜಿಲ್ಲಾ ಉದ್ಯೋಗಾಧಿಕಾರಿ ತಿಳಿಸಿದ್ದಾರೆ. xyxy=(398,646,580,739)
section-rule xyxy=(590,814,920,815)
headline-line-1: ಹನಿಟ್ರ್ಯಾಪ್ ಆರೋಪದ ಪ್ರಕರಣ xyxy=(122,589,292,609)
byline: ಕನ್ನಡನಾಡು ವಾರ್ತೆ xyxy=(398,107,451,117)
article-body xyxy=(26,760,388,916)
dateline: ಚಿತ್ರದುರ್ಗ, ಮಾ.23: xyxy=(590,1132,694,1143)
promo-line-3: ದಿನಪತ್ರಿಕೆಯನ್ನು ಓದಿರಿ, ಓದಿಸಿರಿ. xyxy=(431,1443,543,1455)
byline: ಕನ್ನಡನಾಡು ವಾರ್ತೆ xyxy=(398,513,451,523)
byline: ಕನ್ನಡನಾಡು ವಾರ್ತೆ xyxy=(398,303,451,313)
headline-line-2: ಸಂಘಗಳ ನವೀಕರಣಗೊಳಿಸಲು ಸೂಚನೆ xyxy=(423,495,555,507)
